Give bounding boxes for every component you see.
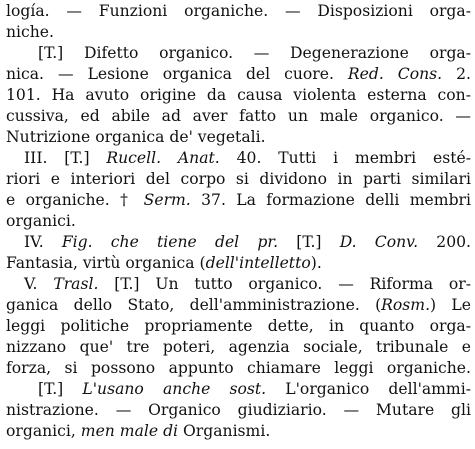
text-segment: Nutrizione organica de' vegetali.: [6, 128, 266, 146]
text-segment: logía. — Funzioni organiche. — Disposizioni orga-: [6, 2, 471, 20]
text-segment: e organiche. †: [6, 191, 144, 209]
text-line: [6, 273, 471, 295]
text-segment: Fantasia, virtù organica (: [6, 254, 206, 272]
text-line: [6, 42, 471, 64]
text-line: [6, 315, 471, 337]
text-line: [6, 147, 471, 169]
italic-text-segment: Serm.: [143, 191, 191, 209]
text-segment: ganica dello Stato, dell'amministrazione. (: [6, 296, 382, 314]
text-segment: nistrazione. — Organico giudiziario. — Mutare gli: [6, 401, 471, 419]
text-segment: [T.]: [38, 380, 83, 398]
italic-text-segment: dell'intelletto: [205, 254, 311, 272]
text-line: [6, 336, 471, 358]
text-segment: [T.] Difetto organico. — Degenerazione orga-: [38, 44, 471, 62]
text-segment: 101. Ha avuto origine da causa violenta esterna con-: [6, 86, 471, 104]
text-line: [6, 399, 471, 421]
italic-text-segment: men male di: [80, 422, 179, 440]
italic-text-segment: Rucell. Anat.: [106, 149, 220, 167]
text-line: [6, 420, 270, 442]
text-line: [6, 189, 471, 211]
text-line: [6, 105, 471, 127]
text-segment: IV.: [24, 233, 62, 251]
text-line: [6, 84, 471, 106]
italic-text-segment: Rosm.: [381, 296, 431, 314]
text-segment: III. [T.]: [24, 149, 107, 167]
text-line: [6, 210, 76, 232]
text-segment: ) Le: [430, 296, 471, 314]
italic-text-segment: D. Conv.: [339, 233, 419, 251]
text-line: [6, 294, 471, 316]
text-segment: forza, si possono appunto chiamare leggi organiche.: [6, 359, 471, 377]
text-segment: nizzano que' tre poteri, agenzia sociale, tribunale e: [6, 338, 471, 356]
text-segment: [T.]: [278, 233, 340, 251]
text-segment: cussiva, ed abile ad aver fatto un male organico. —: [6, 107, 471, 125]
text-segment: organici,: [6, 422, 81, 440]
italic-text-segment: Trasl.: [53, 275, 99, 293]
text-line: [6, 252, 322, 274]
text-segment: riori e interiori del corpo si dividono in parti similari: [6, 170, 471, 188]
text-line: [6, 357, 471, 379]
text-segment: ).: [310, 254, 322, 272]
text-segment: nica. — Lesione organica del cuore.: [6, 65, 348, 83]
text-segment: 37. La formazione delli membri: [190, 191, 471, 209]
text-segment: [T.] Un tutto organico. — Riforma or-: [98, 275, 471, 293]
text-line: [6, 21, 54, 43]
text-segment: V.: [24, 275, 54, 293]
text-segment: niche.: [6, 23, 54, 41]
text-segment: organici.: [6, 212, 76, 230]
text-line: [6, 378, 471, 400]
text-segment: 40. Tutti i membri esté-: [219, 149, 471, 167]
italic-text-segment: Red. Cons.: [347, 65, 443, 83]
text-segment: Organismi.: [178, 422, 271, 440]
text-line: [6, 231, 471, 253]
italic-text-segment: L'usano anche sost.: [82, 380, 267, 398]
text-line: [6, 0, 471, 22]
text-line: [6, 63, 471, 85]
italic-text-segment: Fig. che tiene del pr.: [61, 233, 279, 251]
text-segment: leggi politiche propriamente dette, in quanto orga-: [6, 317, 471, 335]
text-segment: 2.: [442, 65, 471, 83]
text-segment: 200.: [418, 233, 471, 251]
text-line: [6, 126, 266, 148]
text-segment: L'organico dell'ammi-: [266, 380, 471, 398]
text-line: [6, 168, 471, 190]
